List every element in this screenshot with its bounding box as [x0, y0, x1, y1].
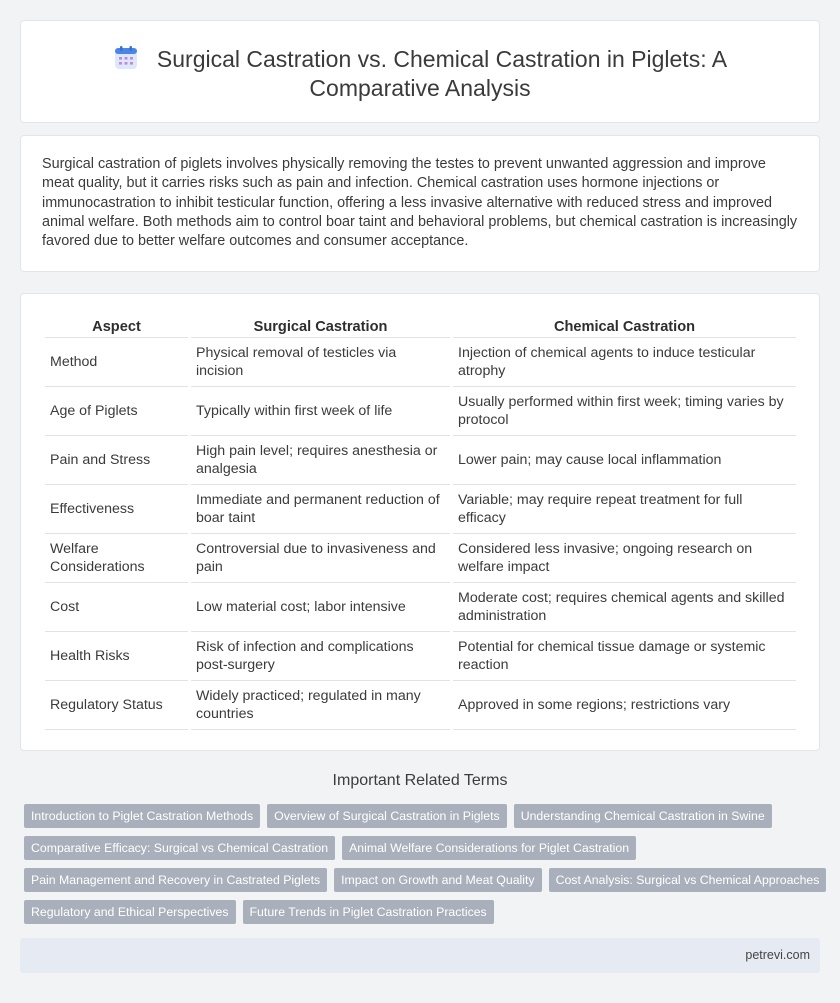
- related-term-tag[interactable]: Understanding Chemical Castration in Swine: [514, 804, 772, 828]
- aspect-cell: Age of Piglets: [45, 387, 188, 436]
- summary-card: [20, 135, 820, 272]
- chemical-cell: Potential for chemical tissue damage or systemic reaction: [453, 632, 796, 681]
- aspect-cell: Method: [45, 338, 188, 387]
- surgical-cell: Widely practiced; regulated in many countries: [191, 681, 450, 730]
- related-term-tag[interactable]: Future Trends in Piglet Castration Practices: [243, 900, 494, 924]
- chemical-cell: Approved in some regions; restrictions vary: [453, 681, 796, 730]
- surgical-cell: High pain level; requires anesthesia or analgesia: [191, 436, 450, 485]
- chemical-cell: Lower pain; may cause local inflammation: [453, 436, 796, 485]
- footer-site-link[interactable]: petrevi.com: [745, 948, 810, 962]
- related-term-tag[interactable]: Overview of Surgical Castration in Piglets: [267, 804, 507, 828]
- title-card: [20, 20, 820, 123]
- related-terms-heading: Important Related Terms: [332, 772, 508, 789]
- aspect-cell: Cost: [45, 583, 188, 632]
- related-term-tag[interactable]: Cost Analysis: Surgical vs Chemical Approaches: [549, 868, 827, 892]
- header-aspect: Aspect: [45, 314, 188, 338]
- table-header-row: [45, 314, 796, 338]
- related-term-tag[interactable]: Impact on Growth and Meat Quality: [334, 868, 541, 892]
- chemical-cell: Usually performed within first week; timing varies by protocol: [453, 387, 796, 436]
- comparison-table: [42, 314, 799, 730]
- title-line-2: Comparative Analysis: [309, 75, 531, 101]
- table-row: [45, 338, 796, 387]
- surgical-cell: Low material cost; labor intensive: [191, 583, 450, 632]
- comparison-card: [20, 293, 820, 751]
- related-term-tag[interactable]: Comparative Efficacy: Surgical vs Chemical Castration: [24, 836, 335, 860]
- related-term-tag[interactable]: Pain Management and Recovery in Castrated Piglets: [24, 868, 327, 892]
- table-row: [45, 534, 796, 583]
- aspect-cell: Welfare Considerations: [45, 534, 188, 583]
- related-term-tag[interactable]: Regulatory and Ethical Perspectives: [24, 900, 236, 924]
- table-row: [45, 387, 796, 436]
- surgical-cell: Immediate and permanent reduction of boar taint: [191, 485, 450, 534]
- surgical-cell: Risk of infection and complications post-surgery: [191, 632, 450, 681]
- tag-row: [24, 868, 824, 900]
- surgical-cell: Typically within first week of life: [191, 387, 450, 436]
- related-term-tag[interactable]: Animal Welfare Considerations for Piglet Castration: [342, 836, 636, 860]
- chemical-cell: Considered less invasive; ongoing research on welfare impact: [453, 534, 796, 583]
- aspect-cell: Regulatory Status: [45, 681, 188, 730]
- footer-bar: [20, 938, 820, 973]
- header-surgical: Surgical Castration: [191, 314, 450, 338]
- table-row: [45, 436, 796, 485]
- summary-text: Surgical castration of piglets involves physically removing the testes to prevent unwanted aggression and improve meat quality, but it carries risks such as pain and infection. Chemical castration uses hormone injections or immunocastration to inhibit testicular function, offering a less invasive alternative with reduced stress and improved animal welfare. Both methods aim to control boar taint and behavioral problems, but chemical castration is increasingly favored due to better welfare outcomes and consumer acceptance.: [42, 156, 798, 250]
- surgical-cell: Physical removal of testicles via incision: [191, 338, 450, 387]
- aspect-cell: Pain and Stress: [45, 436, 188, 485]
- chemical-cell: Variable; may require repeat treatment for full efficacy: [453, 485, 796, 534]
- aspect-cell: Health Risks: [45, 632, 188, 681]
- page-title: [21, 45, 819, 103]
- tag-row: [24, 900, 824, 932]
- aspect-cell: Effectiveness: [45, 485, 188, 534]
- chemical-cell: Moderate cost; requires chemical agents and skilled administration: [453, 583, 796, 632]
- title-line-1: Surgical Castration vs. Chemical Castration in Piglets: A: [156, 46, 728, 72]
- related-terms-list: [24, 804, 824, 932]
- header-chemical: Chemical Castration: [453, 314, 796, 338]
- table-row: [45, 632, 796, 681]
- table-row: [45, 681, 796, 730]
- table-row: [45, 583, 796, 632]
- surgical-cell: Controversial due to invasiveness and pain: [191, 534, 450, 583]
- table-row: [45, 485, 796, 534]
- tag-row: [24, 804, 824, 836]
- chemical-cell: Injection of chemical agents to induce testicular atrophy: [453, 338, 796, 387]
- related-term-tag[interactable]: Introduction to Piglet Castration Methods: [24, 804, 260, 828]
- calendar-icon: [113, 45, 139, 71]
- tag-row: [24, 836, 824, 868]
